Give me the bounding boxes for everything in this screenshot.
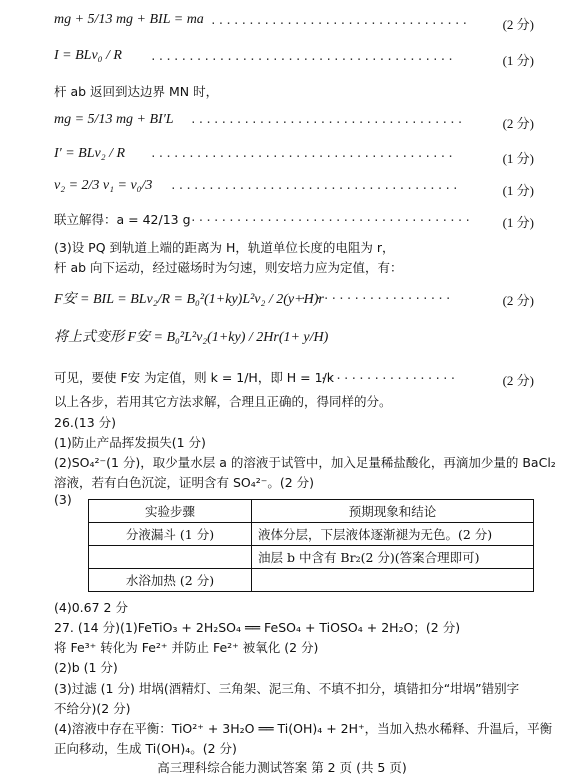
table-cell: 分液漏斗 (1 分)	[89, 523, 252, 546]
score-12: (2 分)	[502, 373, 534, 388]
leader-dots: ··································	[210, 17, 470, 30]
text-line-9: 杆 ab 向下运动，经过磁场时为匀速，则安培力应为定值，有：	[54, 260, 403, 275]
text-line-22: (2)b (1 分)	[54, 660, 118, 675]
leader-dots: ····································	[190, 116, 465, 129]
table-header-steps: 实验步骤	[89, 500, 252, 523]
equation-12: 可见，要使 F安 为定值，则 k = 1/H，即 H = 1/k	[54, 370, 335, 385]
equation-10: F安 = BIL = BLv₂/R = B₀²(1+ky)L²v₂ / 2(y+H)r	[54, 292, 324, 307]
page-footer: 高三理科综合能力测试答案 第 2 页 (共 5 页)	[157, 760, 407, 775]
equation-2: I = BLv₀ / R	[54, 48, 122, 63]
table-header-row	[89, 500, 534, 523]
text-line-3: 杆 ab 返回到达边界 MN 时，	[54, 84, 219, 99]
text-line-25: (4)溶液中存在平衡：TiO²⁺ + 3H₂O ══ Ti(OH)₄ + 2H⁺，当加入热水稀释、升温后，平衡	[54, 721, 553, 736]
question-26-header: 26.(13 分)	[54, 415, 117, 430]
text-line-17: 溶液，若有白色沉淀，证明含有 SO₄²⁻。(2 分)	[54, 475, 315, 490]
text-line-21: 将 Fe³⁺ 转化为 Fe²⁺ 并防止 Fe²⁺ 被氧化 (2 分)	[54, 640, 319, 655]
equation-6: v₂ = 2/3 v₁ = v₀/3	[54, 178, 153, 193]
text-line-24: 不给分)(2 分)	[54, 701, 131, 716]
leader-dots: ·····································	[190, 214, 473, 227]
equation-1: mg + 5/13 mg + BIL = ma	[54, 12, 204, 27]
leader-dots: ········································	[150, 53, 455, 66]
score-10: (2 分)	[502, 293, 534, 308]
table-row	[89, 546, 534, 569]
equation-4: mg = 5/13 mg + BI′L	[54, 112, 174, 127]
table-cell: 水浴加热 (2 分)	[89, 569, 252, 592]
text-line-16: (2)SO₄²⁻(1 分)，取少量水层 a 的溶液于试管中，加入足量稀盐酸化，再滴加少量的 BaCl₂	[54, 455, 556, 470]
experiment-table	[88, 499, 534, 592]
table-cell: 油层 b 中含有 Br₂(2 分)(答案合理即可)	[252, 546, 534, 569]
equation-11: 将上式变形 F安 = B₀²L²v₂(1+ky) / 2Hr(1+ y/H)	[54, 330, 329, 345]
text-line-15: (1)防止产品挥发损失(1 分)	[54, 435, 206, 450]
table-cell	[89, 546, 252, 569]
text-line-8: (3)设 PQ 到轨道上端的距离为 H，轨道单位长度的电阻为 r，	[54, 240, 395, 255]
score-2: (1 分)	[502, 53, 534, 68]
score-1: (2 分)	[502, 17, 534, 32]
text-line-18: (3)	[54, 492, 72, 507]
question-27-line-1: 27. (14 分)(1)FeTiO₃ + 2H₂SO₄ ══ FeSO₄ + TiOSO₄ + 2H₂O；(2 分)	[54, 620, 461, 635]
equation-7: 联立解得：a = 42/13 g	[54, 212, 191, 227]
leader-dots: ········································	[150, 150, 455, 163]
table-row	[89, 569, 534, 592]
text-line-26: 正向移动，生成 Ti(OH)₄。(2 分)	[54, 741, 237, 756]
equation-5: I′ = BLv₂ / R	[54, 146, 126, 161]
table-header-results: 预期现象和结论	[252, 500, 534, 523]
table-cell: 液体分层，下层液体逐渐褪为无色。(2 分)	[252, 523, 534, 546]
leader-dots: ····················	[300, 292, 453, 305]
score-5: (1 分)	[502, 151, 534, 166]
score-7: (1 分)	[502, 215, 534, 230]
leader-dots: ··················	[320, 372, 458, 385]
text-line-19: (4)0.67 2 分	[54, 600, 128, 615]
leader-dots: ······································	[170, 182, 460, 195]
table-cell	[252, 569, 534, 592]
score-6: (1 分)	[502, 183, 534, 198]
score-4: (2 分)	[502, 116, 534, 131]
text-line-23: (3)过滤 (1 分) 坩埚(酒精灯、三角架、泥三角、不填不扣分，填错扣分“坩埚”错别字	[54, 681, 520, 696]
text-line-13: 以上各步，若用其它方法求解，合理且正确的，得同样的分。	[54, 394, 392, 409]
table-row	[89, 523, 534, 546]
